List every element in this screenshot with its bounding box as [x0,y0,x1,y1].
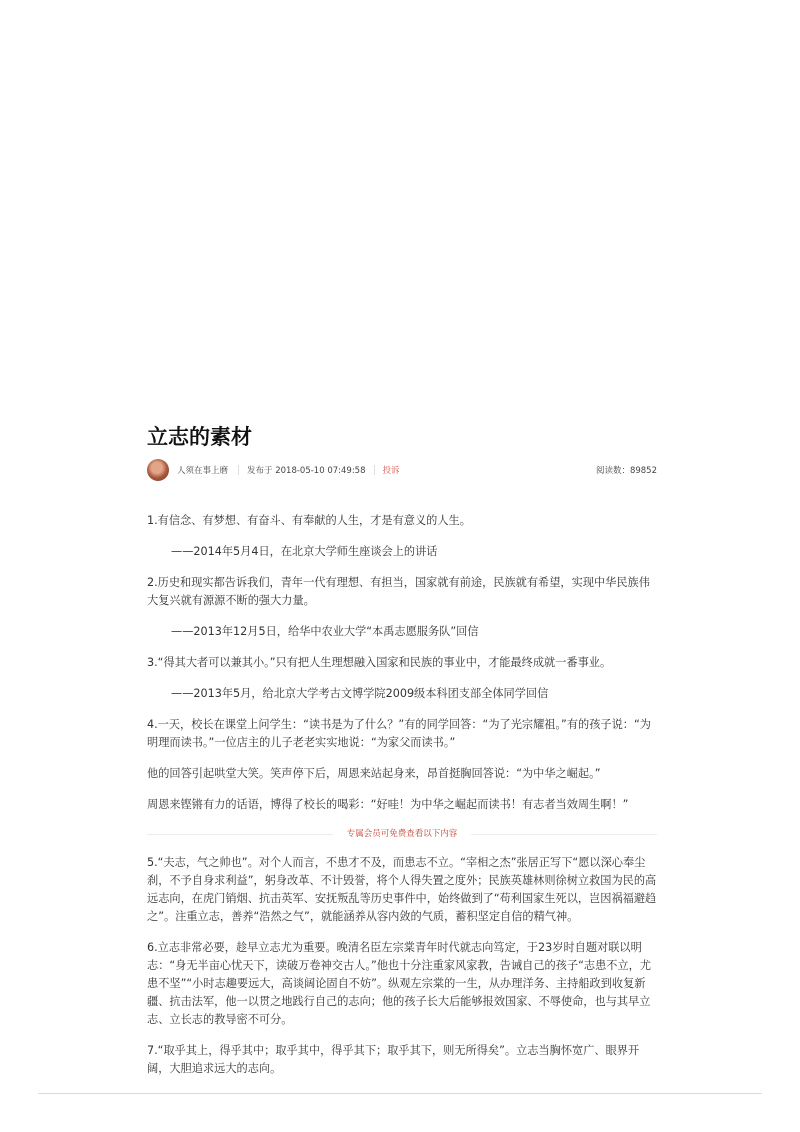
paragraph: 3.“得其大者可以兼其小。”只有把人生理想融入国家和民族的事业中，才能最终成就一番事业。 [147,656,612,669]
bottom-mask [0,1094,800,1132]
quote-source: ——2013年5月，给北京大学考古文博学院2009级本科团支部全体同学回信 [171,687,549,700]
article-body [147,512,657,1122]
quote-source: ——2013年12月5日，给华中农业大学“本禹志愿服务队”回信 [171,625,479,638]
divider-line [147,834,333,835]
publish-time: 发布于 2018-05-10 07:49:58 [247,466,366,476]
paragraph: 周恩来铿锵有力的话语，博得了校长的喝彩：“好哇！为中华之崛起而读书！有志者当效周生啊！” [147,798,629,811]
paragraph: 5.“夫志，气之帅也”。对个人而言，不患才不及，而患志不立。“宰相之杰”张居正写下“愿以深心奉尘刹，不予自身求利益”，躬身改革、不计毁誉，将个人得失置之度外；民族英雄林则徐树立救国为民的高远志向，在虎门销烟、抗击英军、安抚叛乱等历史事件中，始终做到了“苟利国家生死以，岂因祸福避趋之”。注重立志，善养“浩然之气”，就能涵养从容内敛的气质，蓄积坚定自信的精气神。 [147,856,657,923]
member-notice[interactable]: 专属会员可免费查看以下内容 [346,829,458,839]
article-meta [147,458,657,482]
author-avatar[interactable] [147,459,169,481]
paragraph: 他的回答引起哄堂大笑。笑声停下后，周恩来站起身来，昂首挺胸回答说：“为中华之崛起。” [147,767,601,780]
author-name[interactable]: 人须在事上磨 [177,466,229,476]
paragraph: 6.立志非常必要，趁早立志尤为重要。晚清名臣左宗棠青年时代就志向笃定，于23岁时自题对联以明志：“身无半亩心忧天下，读破万卷神交古人。”他也十分注重家风家教，告诫自己的孩子“志患不立，尤患不坚”“小时志趣要远大，高谈阔论固自不妨”。纵观左宗棠的一生，从办理洋务、主持船政到收复新疆、抗击法军，他一以贯之地践行自己的志向；他的孩子长大后能够报效国家、不辱使命，也与其早立志、立长志的教导密不可分。 [147,941,652,1026]
paragraph: 7.“取乎其上，得乎其中；取乎其中，得乎其下；取乎其下，则无所得矣”。立志当胸怀宽广、眼界开阔，大胆追求远大的志向。 [147,1044,640,1075]
article-title: 立志的素材 [147,425,252,449]
divider-line [471,834,657,835]
paragraph: 1.有信念、有梦想、有奋斗、有奉献的人生，才是有意义的人生。 [147,514,471,527]
meta-divider [374,465,375,475]
paragraph: 4.一天，校长在课堂上问学生：“读书是为了什么？”有的同学回答：“为了光宗耀祖。”有的孩子说：“为明理而读书。”一位店主的儿子老老实实地说：“为家父而读书。” [147,718,651,749]
paragraph: 2.历史和现实都告诉我们，青年一代有理想、有担当，国家就有前途，民族就有希望，实现中华民族伟大复兴就有源源不断的强大力量。 [147,576,650,607]
read-count: 阅读数：89852 [595,466,657,476]
meta-divider [238,465,239,475]
quote-source: ——2014年5月4日，在北京大学师生座谈会上的讲话 [171,545,438,558]
member-divider [147,825,657,843]
report-link[interactable]: 投诉 [382,466,400,476]
